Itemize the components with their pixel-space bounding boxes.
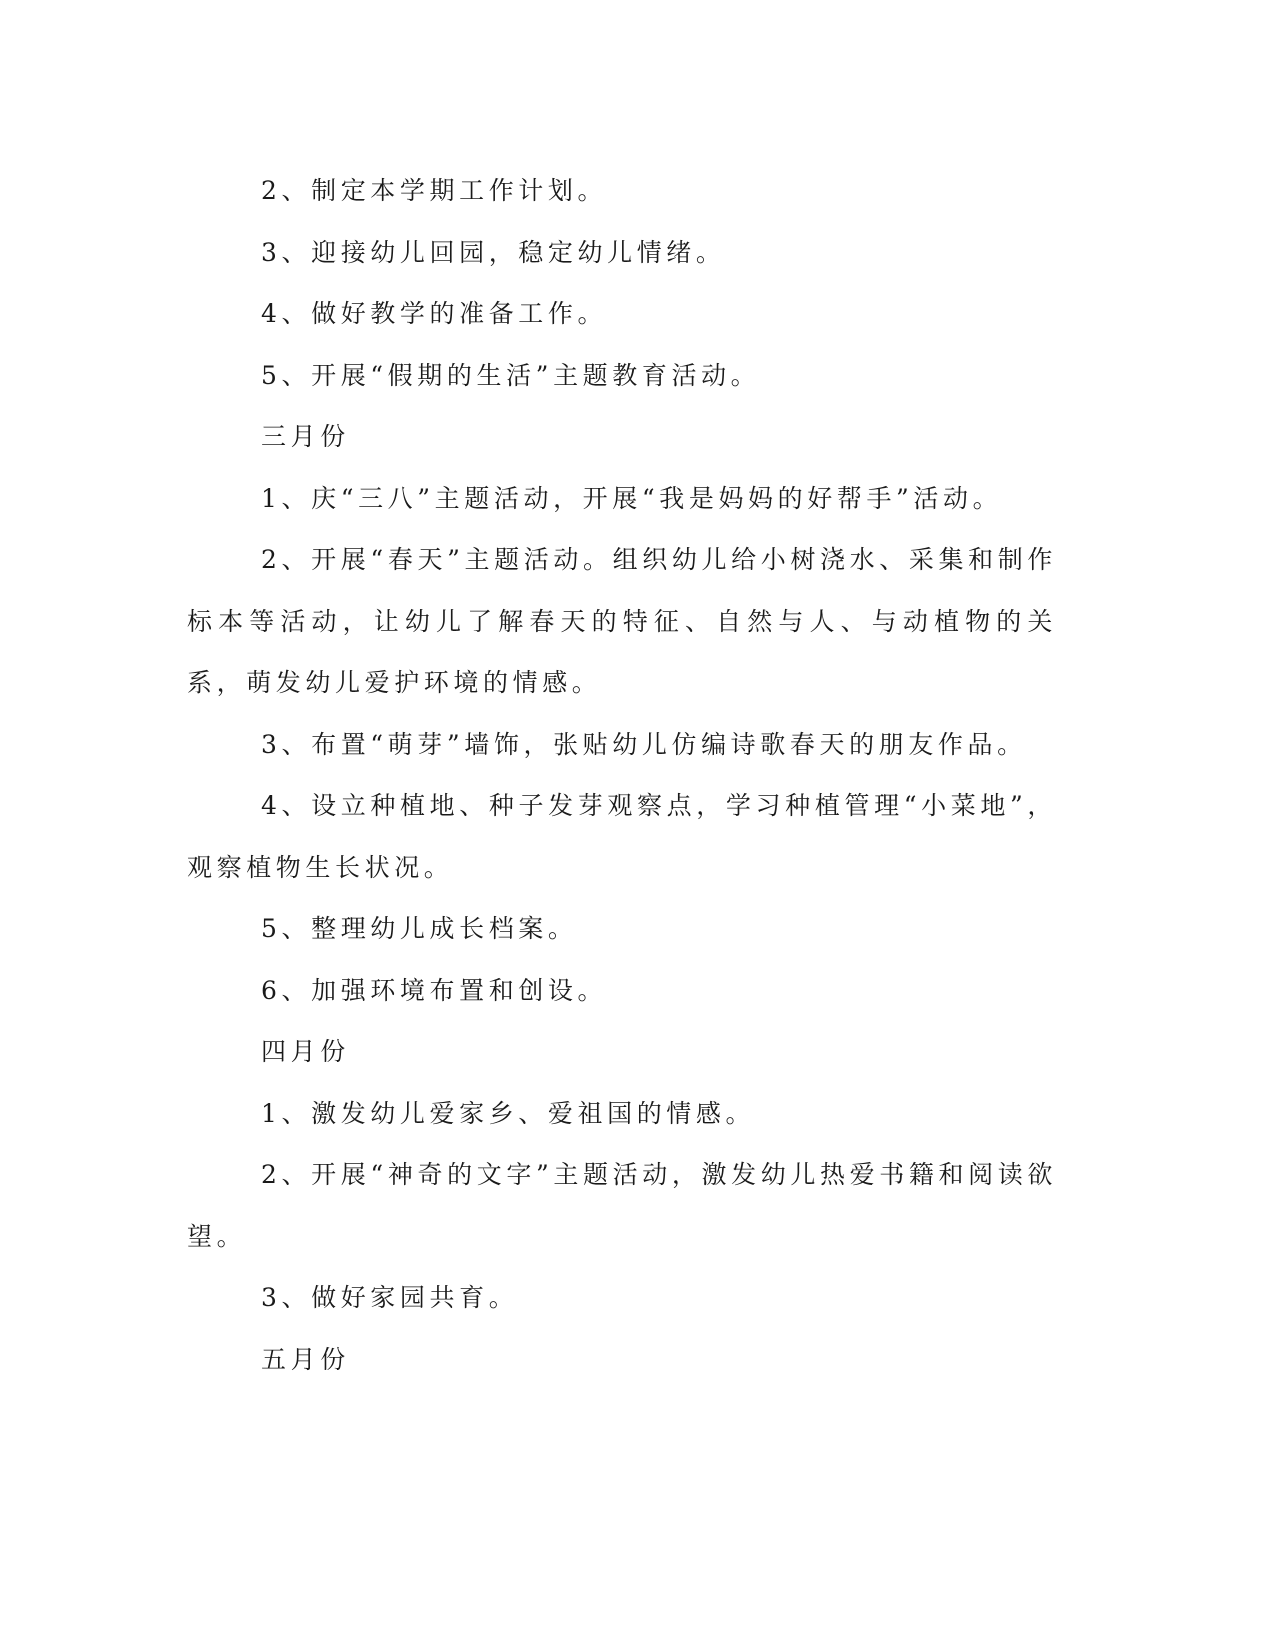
paragraph: 4、设立种植地、种子发芽观察点，学习种植管理“小菜地”，观察植物生长状况。 xyxy=(187,791,1057,882)
paragraph: 2、开展“春天”主题活动。组织幼儿给小树浇水、采集和制作标本等活动，让幼儿了解春天的特征、自然与人、与动植物的关系，萌发幼儿爱护环境的情感。 xyxy=(187,545,1057,697)
section-heading-april: 四月份 xyxy=(261,1037,350,1066)
paragraph: 5、整理幼儿成长档案。 xyxy=(261,914,578,943)
section-heading-may: 五月份 xyxy=(261,1344,350,1374)
paragraph: 3、迎接幼儿回园，稳定幼儿情绪。 xyxy=(261,237,726,267)
document-body xyxy=(187,160,1057,1390)
section-heading-march: 三月份 xyxy=(261,422,350,451)
paragraph: 5、开展“假期的生活”主题教育活动。 xyxy=(261,360,761,390)
paragraph: 1、庆“三八”主题活动，开展“我是妈妈的好帮手”活动。 xyxy=(261,483,1003,513)
paragraph: 2、开展“神奇的文字”主题活动，激发幼儿热爱书籍和阅读欲望。 xyxy=(187,1160,1057,1251)
paragraph: 3、布置“萌芽”墙饰，张贴幼儿仿编诗歌春天的朋友作品。 xyxy=(261,729,1027,759)
paragraph: 3、做好家园共育。 xyxy=(261,1283,519,1312)
paragraph: 2、制定本学期工作计划。 xyxy=(261,176,608,205)
paragraph: 1、激发幼儿爱家乡、爱祖国的情感。 xyxy=(261,1098,756,1128)
paragraph: 6、加强环境布置和创设。 xyxy=(261,975,608,1005)
paragraph: 4、做好教学的准备工作。 xyxy=(261,299,608,328)
